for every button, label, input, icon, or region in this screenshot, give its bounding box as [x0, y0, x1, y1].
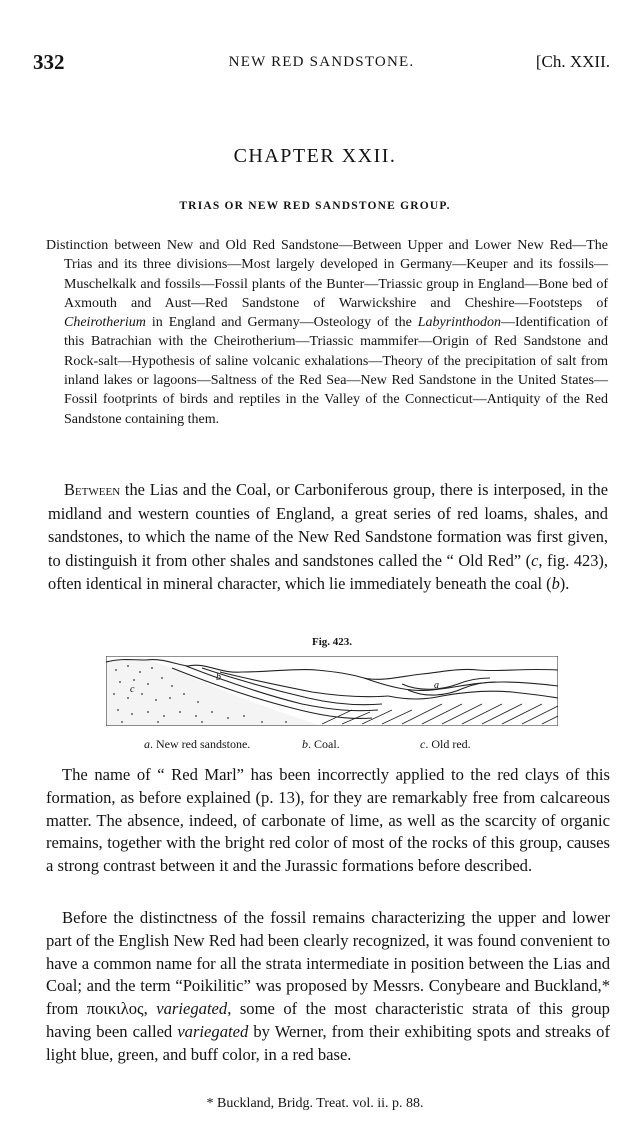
- legend-key: b: [302, 737, 308, 751]
- legend-old-red: [420, 737, 471, 752]
- paragraph-3: [46, 907, 610, 1067]
- diagram-label-a: a: [434, 680, 439, 691]
- paragraph-1: [48, 478, 608, 596]
- italic-letter-b: b: [551, 574, 560, 594]
- legend-coal: [302, 737, 340, 752]
- paragraph-text: , fig. 423), often identical in mineral character, which lie immediately beneath the coal (: [48, 550, 608, 594]
- stratum-hatching: [322, 704, 558, 724]
- paragraph-text: by Werner, from their exhibiting spots and streaks of light blue, green, and buff color, in a red base.: [46, 1021, 611, 1064]
- diagram-label-c: c: [130, 684, 135, 695]
- chapter-reference: [Ch. XXII.: [535, 52, 610, 71]
- new-red-stratum: [364, 678, 558, 691]
- synopsis-text: Distinction between New and Old Red Sandstone—Between Upper and Lower New Red—The Trias and its three divisions—Most largely developed in Germany—Keuper and its fossils—Muschelkalk and fossils—Fossil plants of the Bunter—Triassic group in England—Bone bed of Axmouth and Aust—Red Sandstone of Warwickshire and Cheshire—Footsteps of: [46, 238, 608, 311]
- running-header: [33, 50, 610, 80]
- paragraph-text: , some of the most characteristic strata of this group having been called: [46, 999, 610, 1041]
- synopsis-italic-labyrinthodon: Labyrinthodon: [417, 315, 501, 331]
- diagram-label-b: b: [216, 672, 221, 683]
- chapter-title: CHAPTER XXII.: [233, 145, 397, 167]
- running-title: NEW RED SANDSTONE.: [228, 54, 415, 70]
- page-number: 332: [33, 50, 65, 74]
- paragraph-text: the Lias and the Coal, or Carboniferous group, there is interposed, in the midland and western counties of England, a great series of red loams, shales, and sandstones, to which the name of the New Red Sandstone formation was first given, to distinguish it from other shales and sandstones called the “ Old Red” (: [48, 480, 608, 570]
- figure-423: [102, 636, 562, 756]
- legend-key: c: [420, 737, 426, 751]
- lead-word: Between: [64, 480, 121, 499]
- legend-text: . Coal.: [308, 737, 340, 751]
- paragraph-text: ).: [559, 574, 570, 594]
- synopsis-italic-cheirotherium: Cheirotherium: [64, 315, 146, 331]
- paragraph-text: Before the distinctness of the fossil remains characterizing the upper and lower part of the English New Red had been clearly recognized, it was found convenient to have a common name for all the strata intermediate in position between the Lias and Coal; and the term “Poikilitic” was proposed by Messrs. Conybeare and Buckland,* from ποικιλος,: [46, 908, 610, 1019]
- legend-new-red: [144, 737, 250, 752]
- figure-caption: Fig. 423.: [311, 636, 353, 648]
- coal-stratum: [220, 672, 388, 697]
- italic-variegated: variegated: [177, 1021, 249, 1041]
- italic-variegated: variegated: [156, 999, 228, 1019]
- legend-text: . New red sandstone.: [150, 737, 251, 751]
- legend-key: a: [144, 737, 150, 751]
- chapter-subtitle: TRIAS OR NEW RED SANDSTONE GROUP.: [179, 200, 451, 212]
- synopsis-text: —Identification of this Batrachian with the Cheirotherium—Triassic mammifer—Origin of Red Sandstone and Rock-salt—Hypothesis of saline volcanic exhalations—Theory of the precipitation of salt from inland lakes or lagoons—Saltness of the Red Sea—New Red Sandstone in the United States—Fossil footprints of birds and reptiles in the Valley of the Connecticut—Antiquity of the Red Sandstone containing them.: [64, 315, 608, 427]
- geological-section-diagram: [102, 654, 562, 738]
- chapter-synopsis: [46, 236, 608, 429]
- synopsis-text: in England and Germany—Osteology of the: [145, 315, 418, 331]
- paragraph-2: The name of “ Red Marl” has been incorrectly applied to the red clays of this formation, as before explained (p. 13), for they are remarkably free from calcareous matter. The absence, indeed, of carbonate of lime, as well as the scarcity of organic remains, together with the bright red color of most of the rocks of this group, causes a strong contrast between it and the Jurassic formations before described.: [46, 765, 610, 876]
- footnote: * Buckland, Bridg. Treat. vol. ii. p. 88.: [206, 1096, 424, 1111]
- legend-text: . Old red.: [425, 737, 471, 751]
- italic-letter-c: c: [531, 550, 539, 570]
